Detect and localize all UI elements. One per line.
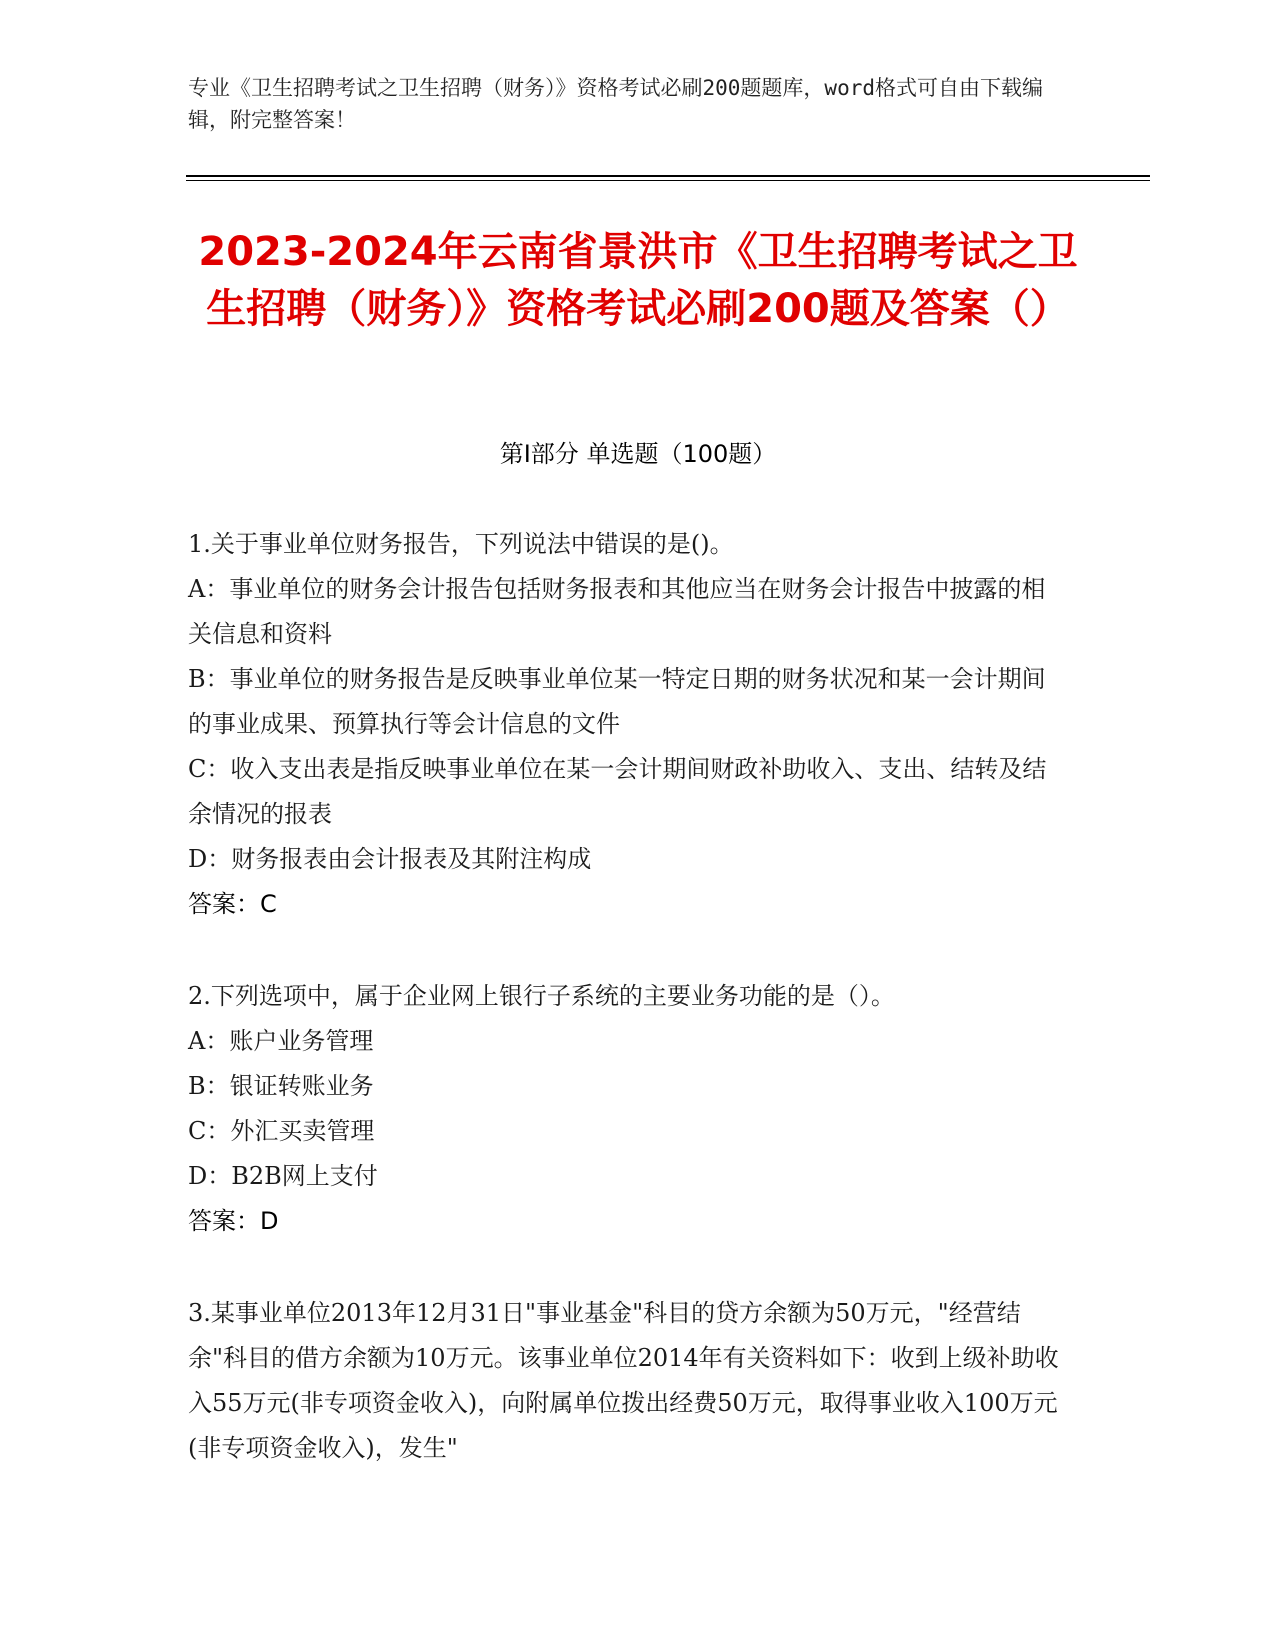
document-title: 2023-2024年云南省景洪市《卫生招聘考试之卫生招聘（财务）》资格考试必刷200题及答案（） — [198, 229, 1078, 332]
option-a: A：账户业务管理 — [188, 1027, 374, 1055]
question-stem: 3.某事业单位2013年12月31日"事业基金"科目的贷方余额为50万元，"经营结余"科目的借方余额为10万元。该事业单位2014年有关资料如下：收到上级补助收入55万元(非专项资金收入)，向附属单位拨出经费50万元，取得事业收入100万元(非专项资金收入)，发生" — [188, 1299, 1059, 1462]
header-divider-thick — [186, 175, 1150, 177]
answer: 答案：D — [188, 1207, 279, 1235]
answer: 答案：C — [188, 890, 277, 918]
option-b: B：银证转账业务 — [188, 1072, 374, 1100]
question-2 — [188, 974, 1068, 1244]
question-stem: 2.下列选项中，属于企业网上银行子系统的主要业务功能的是（）。 — [188, 982, 895, 1010]
option-d: D：B2B网上支付 — [188, 1162, 378, 1190]
option-d: D：财务报表由会计报表及其附注构成 — [188, 845, 592, 873]
question-list — [188, 522, 1068, 1518]
section-title: 第Ⅰ部分 单选题（100题） — [499, 440, 777, 468]
header-divider-thin — [186, 180, 1150, 181]
question-3 — [188, 1291, 1068, 1471]
option-b: B：事业单位的财务报告是反映事业单位某一特定日期的财务状况和某一会计期间的事业成果、预算执行等会计信息的文件 — [188, 665, 1046, 738]
option-c: C：外汇买卖管理 — [188, 1117, 375, 1145]
option-a: A：事业单位的财务会计报告包括财务报表和其他应当在财务会计报告中披露的相关信息和资料 — [188, 575, 1046, 648]
question-stem: 1.关于事业单位财务报告，下列说法中错误的是()。 — [188, 530, 734, 558]
option-c: C：收入支出表是指反映事业单位在某一会计期间财政补助收入、支出、结转及结余情况的报表 — [188, 755, 1047, 828]
question-1 — [188, 522, 1068, 927]
header-note: 专业《卫生招聘考试之卫生招聘（财务）》资格考试必刷200题题库，word格式可自由下载编辑，附完整答案！ — [188, 76, 1043, 132]
